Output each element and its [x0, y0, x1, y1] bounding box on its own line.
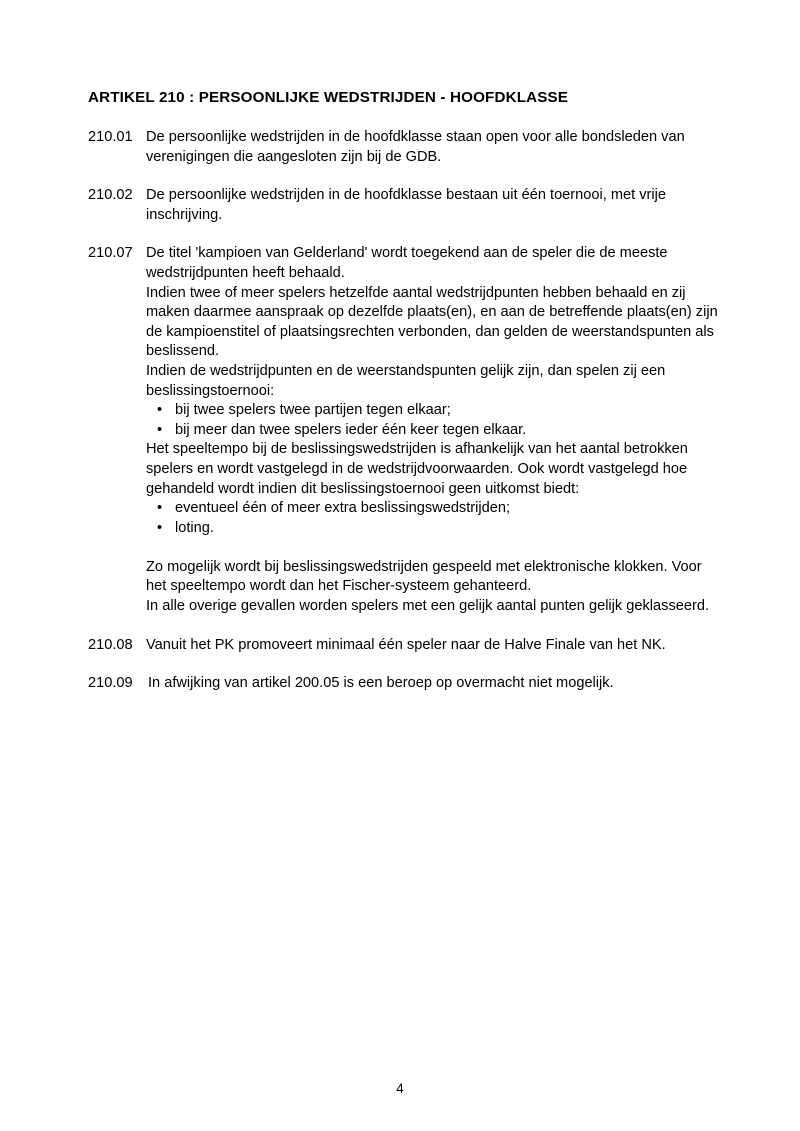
article-paragraph: Het speeltempo bij de beslissingswedstrijden is afhankelijk van het aantal betrokken spelers en wordt vastgelegd in de wedstrijdvoorwaarden. Ook wordt vastgelegd hoe gehandeld wordt indien dit beslissingstoernooi geen uitkomst biedt:: [146, 441, 688, 497]
article-number: 210.09: [88, 675, 133, 692]
list-item: [146, 401, 718, 421]
bullet-list-geen-uitkomst: [146, 499, 718, 538]
article-number: 210.01: [88, 129, 133, 145]
bullet-icon: •: [157, 402, 163, 419]
bullet-icon: •: [157, 519, 163, 536]
bullet-list-beslissingstoernooi: [146, 401, 718, 440]
article-210-02: [88, 186, 718, 225]
article-paragraph: De persoonlijke wedstrijden in de hoofdklasse bestaan uit één toernooi, met vrije inschrijving.: [146, 187, 667, 223]
list-item: [146, 499, 718, 519]
list-item-label: bij meer dan twee spelers ieder één keer tegen elkaar.: [175, 421, 527, 438]
list-item-label: bij twee spelers twee partijen tegen elkaar;: [175, 402, 451, 419]
page-number: 4: [396, 1081, 404, 1096]
article-paragraph: Indien twee of meer spelers hetzelfde aantal wedstrijdpunten hebben behaald en zij maken daarmee aanspraak op dezelfde plaats(en), en aan de betreffende plaats(en) zijn de kampioenstitel of plaatsingsrechten verbonden, dan gelden de weerstandspunten als beslissend.: [146, 284, 718, 360]
list-item: [146, 421, 718, 441]
article-210-07: [88, 244, 718, 616]
article-number: 210.08: [88, 636, 133, 653]
article-210-01: [88, 128, 718, 167]
article-body: [146, 636, 718, 656]
article-paragraph: In alle overige gevallen worden spelers met een gelijk aantal punten gelijk geklasseerd.: [146, 598, 710, 615]
paragraph-spacer: [146, 538, 718, 558]
article-paragraph: Vanuit het PK promoveert minimaal één speler naar de Halve Finale van het NK.: [146, 636, 666, 653]
list-item-label: eventueel één of meer extra beslissingswedstrijden;: [175, 500, 511, 517]
bullet-icon: •: [157, 421, 163, 438]
article-body: [148, 674, 718, 694]
document-content: [88, 88, 718, 713]
list-item: [146, 519, 718, 539]
article-210-09: [88, 674, 718, 694]
bullet-icon: •: [157, 500, 163, 517]
article-paragraph: In afwijking van artikel 200.05 is een beroep op overmacht niet mogelijk.: [148, 675, 614, 692]
page-title: ARTIKEL 210 : PERSOONLIJKE WEDSTRIJDEN - HOOFDKLASSE: [88, 89, 569, 106]
article-number: 210.07: [88, 245, 133, 262]
article-paragraph: De titel 'kampioen van Gelderland' wordt toegekend aan de speler die de meeste wedstrijdpunten heeft behaald.: [146, 245, 668, 281]
article-paragraph: Zo mogelijk wordt bij beslissingswedstrijden gespeeld met elektronische klokken. Voor het speeltempo wordt dan het Fischer-systeem gehanteerd.: [146, 558, 702, 595]
article-paragraph: De persoonlijke wedstrijden in de hoofdklasse staan open voor alle bondsleden van verenigingen die aangesloten zijn bij de GDB.: [146, 129, 685, 165]
article-210-08: [88, 636, 718, 656]
article-body: [146, 186, 718, 225]
article-body: [146, 128, 718, 167]
list-item-label: loting.: [175, 519, 214, 536]
article-number: 210.02: [88, 187, 133, 204]
article-body: [146, 244, 718, 616]
article-paragraph: Indien de wedstrijdpunten en de weerstandspunten gelijk zijn, dan spelen zij een beslissingstoernooi:: [146, 362, 666, 399]
